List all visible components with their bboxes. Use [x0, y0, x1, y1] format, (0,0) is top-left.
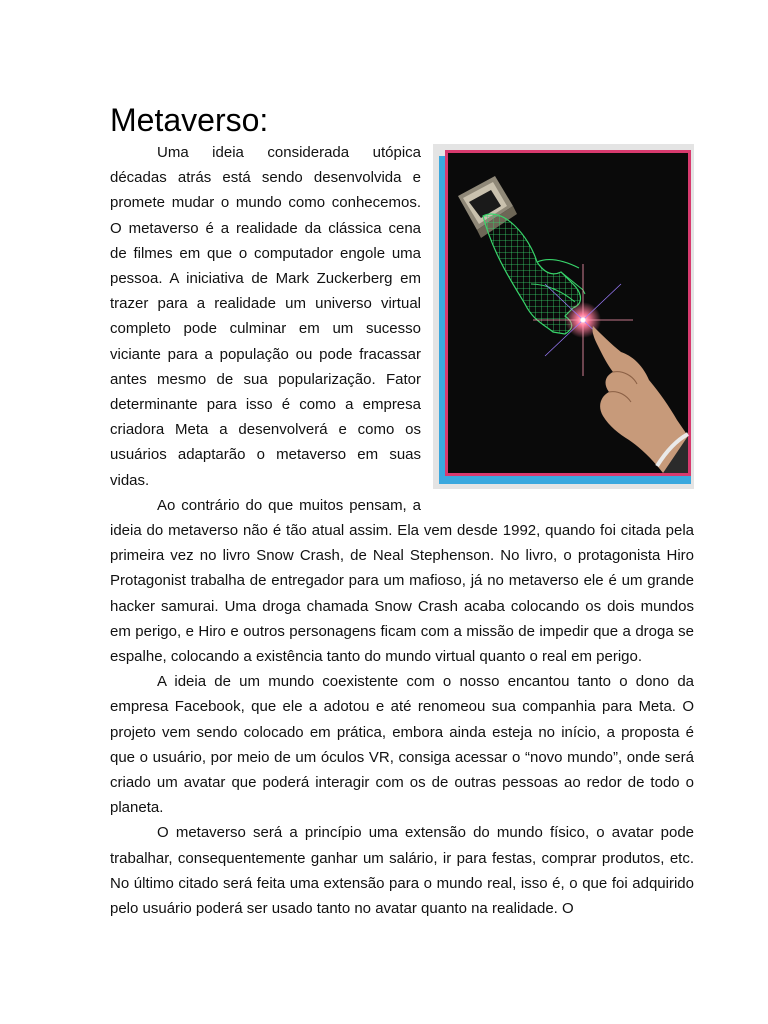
hand-reaching-from-computer-illustration	[433, 144, 694, 489]
paragraph: A ideia de um mundo coexistente com o nosso encantou tanto o dono da empresa Facebook, que ele a adotou e até renomeou sua companhia para Meta. O projeto vem sendo colocado em prática, embora ainda esteja no início, a proposta é que o usuário, por meio de um óculos VR, consiga acessar o “novo mundo”, onde será criado um avatar que poderá interagir com os de outras pessoas ao redor de todo o planeta.	[110, 673, 694, 817]
article-body	[110, 140, 694, 921]
paragraph: O metaverso será a princípio uma extensão do mundo físico, o avatar pode trabalhar, consequentemente ganhar um salário, ir para festas, comprar produtos, etc. No último citado será feita uma extensão para o mundo real, isso é, o que foi adquirido pelo usuário poderá ser usado tanto no avatar quanto na realidade. O	[110, 824, 694, 918]
page-title: Metaverso:	[110, 102, 269, 138]
paragraph: Ao contrário do que muitos pensam, a ideia do metaverso não é tão atual assim. Ela vem desde 1992, quando foi citada pela primeira vez no livro Snow Crash, de Neal Stephenson. No livro, o protagonista Hiro Protagonist trabalha de entregador para um mafioso, já no metaverso ele é um grande hacker samurai. Uma droga chamada Snow Crash acaba colocando os dois mundos em perigo, e Hiro e outros personagens ficam com a missão de impedir que a droga se espalhe, colocando a existência tanto do mundo virtual quanto o real em perigo.	[110, 496, 694, 666]
paragraph: Uma ideia considerada utópica décadas atrás está sendo desenvolvida e promete mudar o mundo como conhecemos. O metaverso é a realidade da clássica cena de filmes em que o computador engole uma pessoa. A iniciativa de Mark Zuckerberg em trazer para a realidade um universo virtual completo pode culminar em um sucesso viciante para a população ou pode fracassar antes mesmo de sua popularização. Fator determinante para isso é como a empresa criadora Meta a desenvolverá e como os usuários adaptarão o metaverso em suas vidas.	[110, 144, 421, 489]
illustration-svg	[433, 144, 694, 489]
